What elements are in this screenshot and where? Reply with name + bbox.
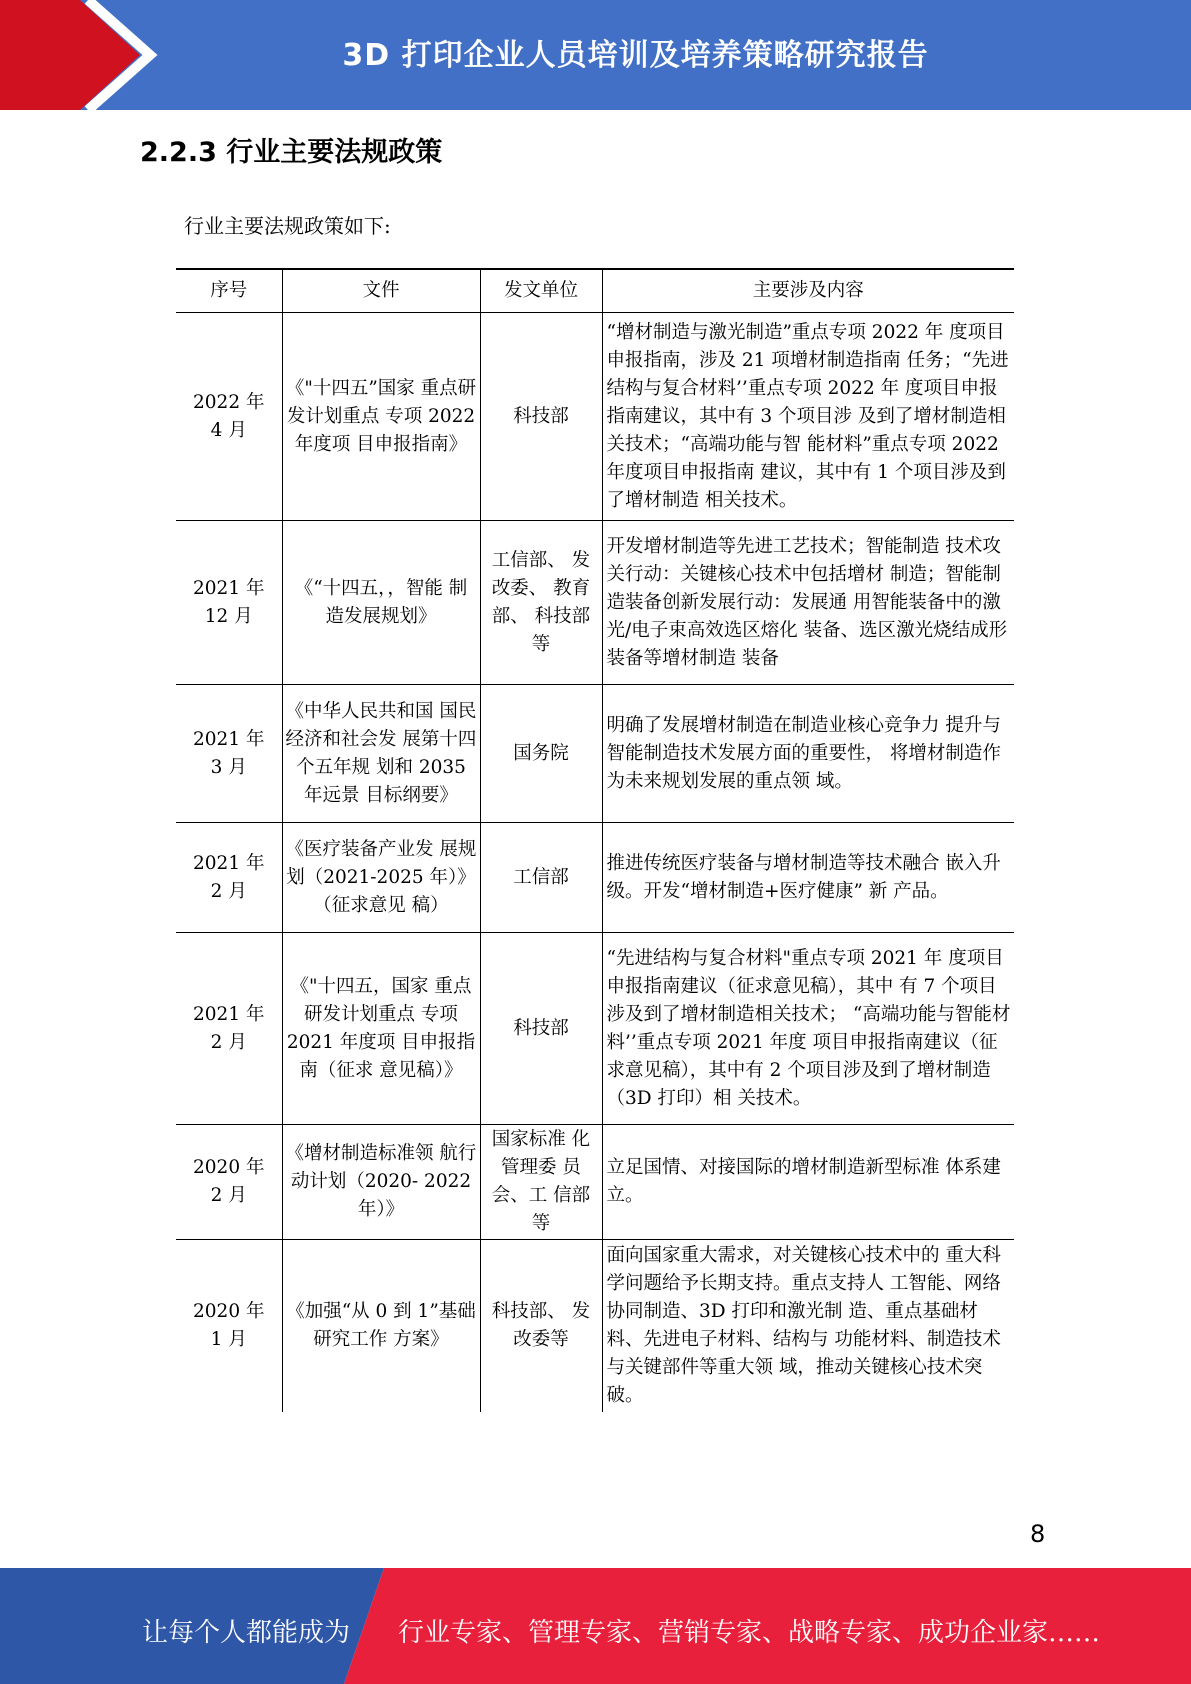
intro-text: 行业主要法规政策如下: xyxy=(184,214,391,238)
content-cell: 明确了发展增材制造在制造业核心竞争力 提升与智能制造技术发展方面的重要性， 将增材制造作为未来规划发展的重点领 域。 xyxy=(602,685,1014,823)
content-cell: 推进传统医疗装备与增材制造等技术融合 嵌入升级。开发“增材制造+医疗健康” 新 产品。 xyxy=(602,823,1014,933)
section-heading: 2.2.3 行业主要法规政策 xyxy=(140,137,443,168)
issuer-cell: 工信部、 发改委、 教育部、 科技部等 xyxy=(480,521,602,685)
date-year: 2020 年 xyxy=(193,1157,265,1178)
table-row xyxy=(176,1240,1014,1413)
date-month: 4 月 xyxy=(210,419,247,441)
header-cell-issuer: 发文单位 xyxy=(480,269,602,313)
date-month: 2 月 xyxy=(210,880,247,902)
page-footer xyxy=(0,1568,1191,1684)
date-month: 2 月 xyxy=(210,1185,247,1206)
page-header xyxy=(0,0,1191,110)
policy-table xyxy=(176,268,1014,1412)
issuer-cell: 科技部 xyxy=(480,313,602,521)
date-month: 12 月 xyxy=(204,605,253,627)
date-cell xyxy=(176,823,282,933)
issuer-cell: 国家标准 化管理委 员会、工 信部等 xyxy=(480,1125,602,1240)
header-cell-index: 序号 xyxy=(176,269,282,313)
issuer-cell: 国务院 xyxy=(480,685,602,823)
date-year: 2021 年 xyxy=(193,852,265,874)
document-cell: 《加强“从 0 到 1”基础研究工作 方案》 xyxy=(282,1240,480,1413)
table-header-row xyxy=(176,269,1014,313)
date-cell xyxy=(176,685,282,823)
content-cell: “增材制造与激光制造”重点专项 2022 年 度项目申报指南，涉及 21 项增材制造指南 任务；“先进结构与复合材料’’重点专项 2022 年 度项目申报指南建议，其中有 3 个项目涉 及到了增材制造相关技术；“高端功能与智 能材料”重点专项 2022 年度项目申报指南 建议，其中有 1 个项目涉及到了增材制造 相关技术。 xyxy=(602,313,1014,521)
date-month: 1 月 xyxy=(210,1329,247,1350)
table-row xyxy=(176,313,1014,521)
content-cell: “先进结构与复合材料"重点专项 2021 年 度项目申报指南建议（征求意见稿），其中 有 7 个项目涉及到了增材制造相关技术； “高端功能与智能材料’’重点专项 2021 年度 项目申报指南建议（征求意见稿），其中有 2 个项目涉及到了增材制造（3D 打印）相 关技术。 xyxy=(602,933,1014,1125)
date-cell xyxy=(176,1240,282,1413)
document-cell: 《“十四五，，智能 制造发展规划》 xyxy=(282,521,480,685)
date-year: 2022 年 xyxy=(193,391,265,413)
page-number: 8 xyxy=(1030,1520,1046,1548)
date-cell xyxy=(176,521,282,685)
table-row xyxy=(176,685,1014,823)
document-cell: 《医疗装备产业发 展规划（2021-2025 年）》（征求意见 稿） xyxy=(282,823,480,933)
document-cell: 《"十四五，国家 重点研发计划重点 专项 2021 年度项 目申报指南（征求 意见稿）》 xyxy=(282,933,480,1125)
date-cell xyxy=(176,933,282,1125)
table-row xyxy=(176,521,1014,685)
table-row xyxy=(176,933,1014,1125)
date-month: 3 月 xyxy=(210,756,247,778)
date-year: 2021 年 xyxy=(193,728,265,750)
header-cell-document: 文件 xyxy=(282,269,480,313)
content-cell: 开发增材制造等先进工艺技术；智能制造 技术攻关行动：关键核心技术中包括增材 制造；智能制造装备创新发展行动：发展通 用智能装备中的激光/电子束高效选区熔化 装备、选区激光烧结成形装备等增材制造 装备 xyxy=(602,521,1014,685)
table-row xyxy=(176,1125,1014,1240)
document-cell: 《中华人民共和国 国民经济和社会发 展第十四个五年规 划和 2035 年远景 目标纲要》 xyxy=(282,685,480,823)
date-year: 2020 年 xyxy=(193,1301,265,1322)
date-cell xyxy=(176,1125,282,1240)
content-cell: 面向国家重大需求，对关键核心技术中的 重大科学问题给予长期支持。重点支持人 工智能、网络协同制造、3D 打印和激光制 造、重点基础材料、先进电子材料、结构与 功能材料、制造技术与关键部件等重大领 域，推动关键核心技术突破。 xyxy=(602,1240,1014,1413)
issuer-cell: 科技部 xyxy=(480,933,602,1125)
content-cell: 立足国情、对接国际的增材制造新型标准 体系建立。 xyxy=(602,1125,1014,1240)
footer-slogan-right: 行业专家、管理专家、营销专家、战略专家、成功企业家…… xyxy=(398,1618,1101,1648)
table-row xyxy=(176,823,1014,933)
issuer-cell: 工信部 xyxy=(480,823,602,933)
date-year: 2021 年 xyxy=(193,577,265,599)
date-year: 2021 年 xyxy=(193,1003,265,1025)
header-cell-content: 主要涉及内容 xyxy=(602,269,1014,313)
date-cell xyxy=(176,313,282,521)
footer-slogan-left: 让每个人都能成为 xyxy=(142,1618,351,1648)
date-month: 2 月 xyxy=(210,1031,247,1053)
document-cell: 《"十四五”国家 重点研发计划重点 专项 2022 年度项 目申报指南》 xyxy=(282,313,480,521)
document-cell: 《增材制造标准领 航行动计划（2020- 2022 年）》 xyxy=(282,1125,480,1240)
issuer-cell: 科技部、 发改委等 xyxy=(480,1240,602,1413)
header-title: 3D 打印企业人员培训及培养策略研究报告 xyxy=(342,38,929,73)
